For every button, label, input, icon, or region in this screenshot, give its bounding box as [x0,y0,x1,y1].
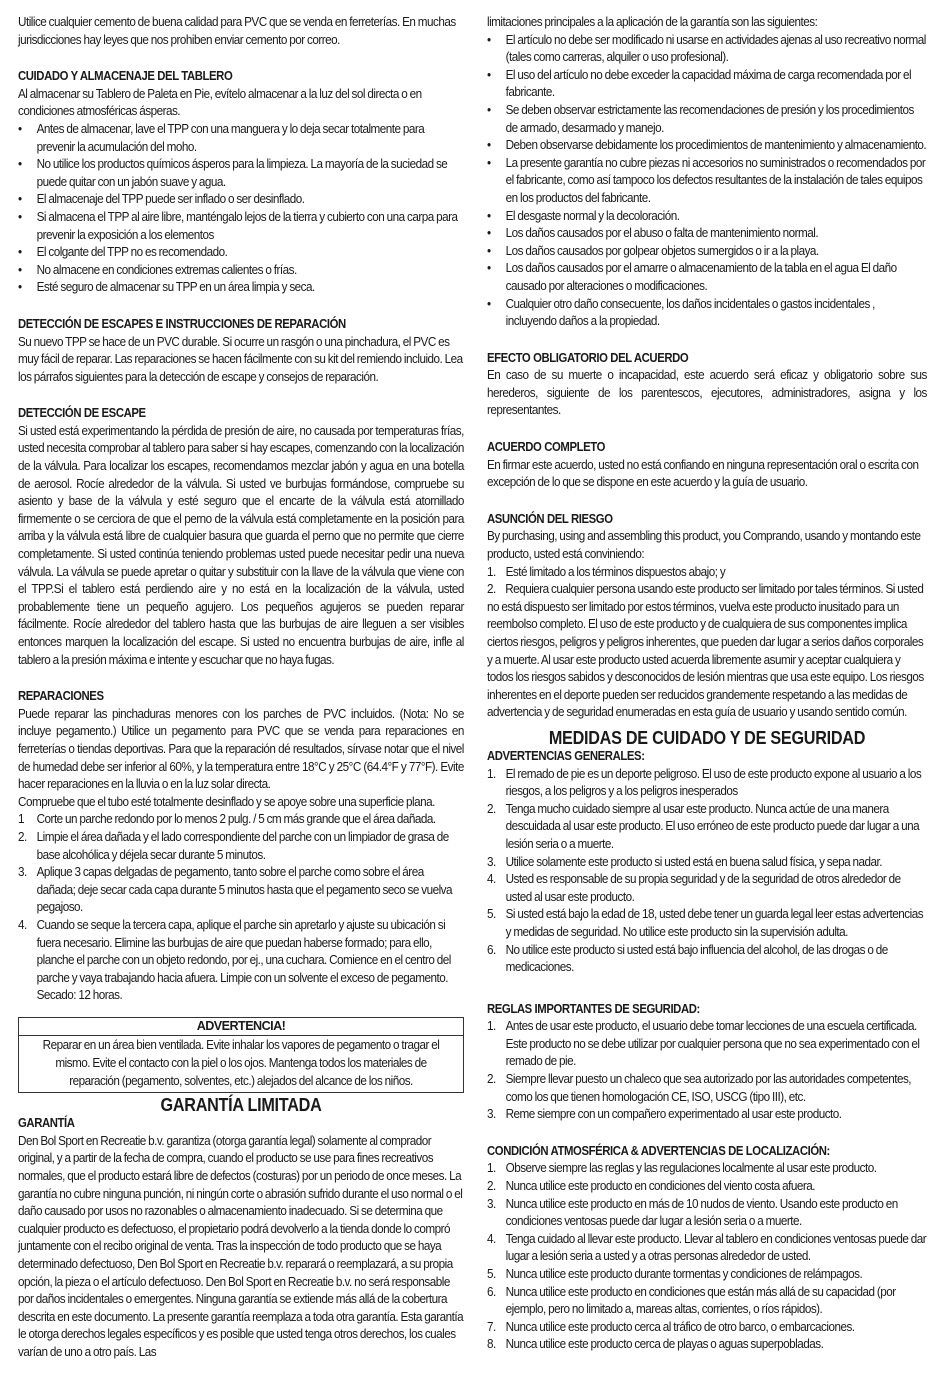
limited-warranty-title: GARANTÍA LIMITADA [160,1095,322,1116]
leak-detection-paragraph: Si usted está experimentando la pérdida de presión de aire, no causada por temperaturas frías, usted necesita comprobar al tablero para saber si hay escapes, comenzando con la localización de la válvula. Para localizar los escapes, recomendamos mezclar jabón y agua en una botella de aerosol. Rocíe alrededor de la válvula. Si usted ve burbujas formándose, compruebe su asiento y base de la válvula y esté seguro que el encarte de la válvula está atornillado firmemente o se cerciora de que el perno de la válvula está completamente en la posición para arriba y la válvula está libre de cualquier basura que guarda el perno que no permite que cierre completamente. Si usted continúa teniendo problemas usted puede necesitar pedir una nueva válvula. La válvula se puede apretar o quitar y substituir con la llave de la válvula que viene con el TPP.Si el tablero está perdiendo aire y no está en la localización de la válvula, usted probablemente tiene un pequeño agujero. Los pequeños agujeros se pueden reparar fácilmente. Rocíe alrededor del tablero hasta que las burbujas de aire lleguen a ser visibles entonces marquen la localización del escape. Si usted no encuentra burbujas de aire, infle al tablero a la presión máxima e intente y escuchar que no haya fugas. [18,423,464,667]
safety-rules-heading: REGLAS IMPORTANTES DE SEGURIDAD: [487,1001,700,1016]
binding-effect-paragraph: En caso de su muerte o incapacidad, este acuerdo será eficaz y obligatorio sobre sus herederos, siguiente de los parentescos, ejecutores, administradores, asigna y los representantes. [487,368,927,418]
limitations-list [487,32,927,331]
repairs-heading: REPARACIONES [18,689,104,704]
repair-steps-list [18,811,464,1005]
care-storage-heading: CUIDADO Y ALMACENAJE DEL TABLERO [18,69,233,84]
leak-repair-paragraph: Su nuevo TPP se hace de un PVC durable. Si ocurre un rasgón o una pinchadura, el PVC es muy fácil de reparar. Las reparaciones se hacen fácilmente con su kit del remiendo incluido. Lea los párrafos siguientes para la detección de escape y consejos de reparación. [18,334,463,384]
safety-rules-list [487,1018,927,1124]
list-item: 4. Cuando se seque la tercera capa, aplique el parche sin apretarlo y ajuste su ubicación si fuera necesario. Elimine las burbujas de aire que puedan haberse formado; para ello, planche el parche con un objeto redondo, por ej., una cuchara. Comience en el centro del parche y vaya trabajando hacia afuera. Limpie con un solvente el exceso de pegamento. Secado: 12 horas. [18,917,451,1003]
list-item: 2. Tenga mucho cuidado siempre al usar este producto. Nunca actúe de una manera descuidada al usar este producto. El uso erróneo de este producto puede dar lugar a una lesión seria o a muerte. [487,801,920,851]
list-item: 3. Nunca utilice este producto en más de 10 nudos de viento. Usando este producto en condiciones ventosas puede dar lugar a lesión seria o a muerte. [487,1196,898,1229]
assumption-risk-heading: ASUNCIÓN DEL RIESGO [487,511,613,526]
list-item: • Los daños causados por el abuso o falta de mantenimiento normal. [487,226,819,241]
list-item: 1 Corte un parche redondo por lo menos 2 pulg. / 5 cm más grande que el área dañada. [18,812,436,827]
list-item: • El colgante del TPP no es recomendado. [18,245,228,260]
list-item: • Los daños causados por golpear objetos sumergidos o ir a la playa. [487,243,819,258]
assumption-risk-list [487,564,927,722]
general-warnings-heading: ADVERTENCIAS GENERALES: [487,748,645,763]
care-safety-title: MEDIDAS DE CUIDADO Y DE SEGURIDAD [548,727,866,748]
limitations-intro: limitaciones principales a la aplicación de la garantía son las siguientes: [487,15,818,29]
list-item: 6. No utilice este producto si usted está bajo influencia del alcohol, de las drogas o de medicaciones. [487,942,888,975]
leak-detection-heading: DETECCIÓN DE ESCAPE [18,406,146,421]
repairs-paragraph-2: Compruebe que el tubo esté totalmente desinflado y se apoye sobre una superficie plana. [18,794,435,809]
care-storage-list [18,121,464,297]
list-item: 4. Tenga cuidado al llevar este producto. Llevar al tablero en condiciones ventosas puede dar lugar a lesión seria a usted y a otras personas alrededor de usted. [487,1231,927,1264]
weather-location-list [487,1160,927,1354]
list-item: 4. Usted es responsable de su propia seguridad y de la seguridad de otros alrededor de usted al usar este producto. [487,872,901,904]
list-item: • Esté seguro de almacenar su TPP en un área limpia y seca. [18,280,315,295]
list-item: 5. Nunca utilice este producto durante tormentas y condiciones de relámpagos. [487,1267,863,1281]
left-column [18,14,464,1362]
list-item: 1. Esté limitado a los términos dispuestos abajo; y [487,564,726,579]
leak-repair-heading: DETECCIÓN DE ESCAPES E INSTRUCCIONES DE REPARACIÓN [18,316,346,331]
warranty-paragraph: Den Bol Sport en Recreatie b.v. garantiza (otorga garantía legal) solamente al comprador original, y a partir de la fecha de compra, cuando el producto se use para fines recreativos normales, que el producto estará libre de defectos (costuras) por un periodo de once meses. La garantía no cubre ninguna punción, ni ningún corte o abrasión sufrido durante el uso normal o el daño causado por usos no razonables o almacenamiento inadecuado. Si se determina que cualquier producto es defectuoso, el propietario podrá devolverlo a la tienda donde lo compró juntamente con el recibo original de venta. Tras la inspección de todo producto que se haya determinado defectuoso, Den Bol Sport en Recreatie b.v. reparará o reemplazará, a su propia opción, la pieza o el artículo defectuoso. Den Bol Sport en Recreatie b.v. no será responsable por daños incidentales o emergentes. Ninguna garantía se extiende más allá de la cobertura descrita en este documento. La presente garantía reemplaza a toda otra garantía. Esta garantía le otorga derechos legales específicos y es posible que usted tenga otros derechos, los cuales varían de uno a otro país. Las [18,1133,464,1359]
list-item: 2. Nunca utilice este producto en condiciones del viento costa afuera. [487,1179,816,1194]
list-item: 1. Observe siempre las reglas y las regulaciones localmente al usar este producto. [487,1161,877,1176]
weather-location-heading: CONDICIÓN ATMOSFÉRICA & ADVERTENCIAS DE LOCALIZACIÓN: [487,1143,830,1158]
list-item: • El desgaste normal y la decoloración. [487,208,680,223]
list-item: 2. Siempre llevar puesto un chaleco que sea autorizado por las autoridades competentes, como los que tienen homologación CE, ISO, USCG (tipo III), etc. [487,1072,912,1104]
list-item: 3. Aplique 3 capas delgadas de pegamento, tanto sobre el parche como sobre el área dañada; deje secar cada capa durante 5 minutos hasta que el pegamento seco se vuelva pegajoso. [18,865,453,915]
list-item: • Antes de almacenar, lave el TPP con una manguera y lo deja secar totalmente para prevenir la acumulación del moho. [18,121,425,154]
list-item: 1. Antes de usar este producto, el usuario debe tomar lecciones de una escuela certificada. Este producto no se debe utilizar por cualquier persona que no sea experimentado con el remado de pie. [487,1019,920,1069]
warning-box [18,1017,464,1093]
list-item: • No almacene en condiciones extremas calientes o frías. [18,262,297,277]
complete-agreement-heading: ACUERDO COMPLETO [487,440,605,455]
list-item: 2. Limpie el área dañada y el lado correspondiente del parche con un limpiador de grasa de base alcohólica y déjela secar durante 5 minutos. [18,829,449,862]
list-item: 6. Nunca utilice este producto en condiciones que están más allá de su capacidad (por ejemplo, pero no limitado a, mareas altas, corrientes, o ríos rápidos). [487,1284,896,1317]
list-item: 5. Si usted está bajo la edad de 18, usted debe tener un guarda legal leer estas advertencias y medidas de seguridad. No utilice este producto sin la supervisión adulta. [487,907,924,939]
warranty-heading: GARANTÍA [18,1116,75,1131]
assumption-risk-paragraph: By purchasing, using and assembling this product, you Comprando, usando y montando este producto, usted está conviniendo: [487,529,921,562]
list-item: • Deben observarse debidamente los procedimientos de mantenimiento y almacenamiento. [487,138,927,153]
list-item: • El almacenaje del TPP puede ser inflado o ser desinflado. [18,192,305,207]
warning-title: ADVERTENCIA! [19,1018,463,1037]
list-item: • Cualquier otro daño consecuente, los daños incidentales o gastos incidentales , incluyendo daños a la propiedad. [487,296,875,329]
care-storage-intro: Al almacenar su Tablero de Paleta en Pie, evítelo almacenar a la luz del sol directa o en condiciones atmosféricas ásperas. [18,86,422,119]
warning-body [19,1036,463,1092]
list-item: • Si almacena el TPP al aire libre, manténgalo lejos de la tierra y cubierto con una carpa para prevenir la exposición a los elementos [18,209,458,242]
list-item: 2. Requiera cualquier persona usando este producto ser limitado por tales términos. Si usted no está dispuesto ser limitado por estos términos, vuelva este producto inusitado para un reembolso completo. El uso de este producto y de cualquiera de sus componentes implica ciertos riesgos, peligros y peligros inherentes, que pueden dar lugar a serios daños corporales y a muerte. Al usar este producto usted acuerda libremente asumir y aceptar cualquiera y todos los riesgos sabidos y desconocidos de lesión mientras que usa este equipo. Los riesgos inherentes en el deporte pueden ser reducidos grandemente respetando a las medidas de advertencia y de seguridad enumeradas en esta guía de usuario y usando sentido común. [487,582,924,720]
repairs-paragraph: Puede reparar las pinchaduras menores con los parches de PVC incluidos. (Nota: No se incluye pegamento.) Utilice un pegamento para PVC que se venda para reparaciones en ferreterías o tiendas deportivas. Para que la reparación dé resultados, sírvase notar que el nivel de humedad debe ser inferior al 60%, y la temperatura entre 18°C y 25°C (64.4°F y 77°F). Evite hacer reparaciones en la lluvia o en la luz solar directa. [18,706,464,792]
binding-effect-heading: EFECTO OBLIGATORIO DEL ACUERDO [487,350,689,365]
right-column [487,14,927,1354]
list-item: • No utilice los productos químicos ásperos para la limpieza. La mayoría de la suciedad se puede quitar con un jabón suave y agua. [18,157,448,189]
complete-agreement-paragraph: En firmar este acuerdo, usted no está confiando en ninguna representación oral o escrita con excepción de lo que se dispone en este acuerdo y la guía de usuario. [487,457,919,490]
general-warnings-list [487,766,927,977]
list-item: 7. Nunca utilice este producto cerca al tráfico de otro barco, o embarcaciones. [487,1319,855,1334]
list-item: • Los daños causados por el amarre o almacenamiento de la tabla en el agua El daño causado por alteraciones o modificaciones. [487,261,897,293]
list-item: • El artículo no debe ser modificado ni usarse en actividades ajenas al uso recreativo normal (tales como carreras, alquiler o uso profesional). [487,32,926,65]
list-item: • Se deben observar estrictamente las recomendaciones de presión y los procedimientos de armado, desarmado y manejo. [487,102,914,135]
list-item: • El uso del artículo no debe exceder la capacidad máxima de carga recomendada por el fabricante. [487,67,912,100]
list-item: 3. Utilice solamente este producto si usted está en buena salud física, y sepa nadar. [487,854,883,869]
pvc-cement-paragraph: Utilice cualquier cemento de buena calidad para PVC que se venda en ferreterías. En muchas jurisdicciones hay leyes que nos prohiben enviar cemento por correo. [18,15,456,47]
list-item: • La presente garantía no cubre piezas ni accesorios no suministrados o recomendados por el fabricante, como así tampoco los defectos resultantes de la instalación de tales equipos en los productos del fabricante. [487,155,926,205]
list-item: 3. Reme siempre con un compañero experimentado al usar este producto. [487,1107,842,1122]
list-item: 8. Nunca utilice este producto cerca de playas o aguas superpobladas. [487,1337,824,1352]
warning-text: Reparar en un área bien ventilada. Evite inhalar los vapores de pegamento o tragar el mismo. Evite el contacto con la piel o los ojos. Mantenga todos los materiales de reparación (pegamento, solventes, etc.) alejados del alcance de los niños. [42,1038,440,1088]
list-item: 1. El remado de pie es un deporte peligroso. El uso de este producto expone al usuario a los riesgos, a los peligros y a los peligros inesperados [487,766,922,799]
